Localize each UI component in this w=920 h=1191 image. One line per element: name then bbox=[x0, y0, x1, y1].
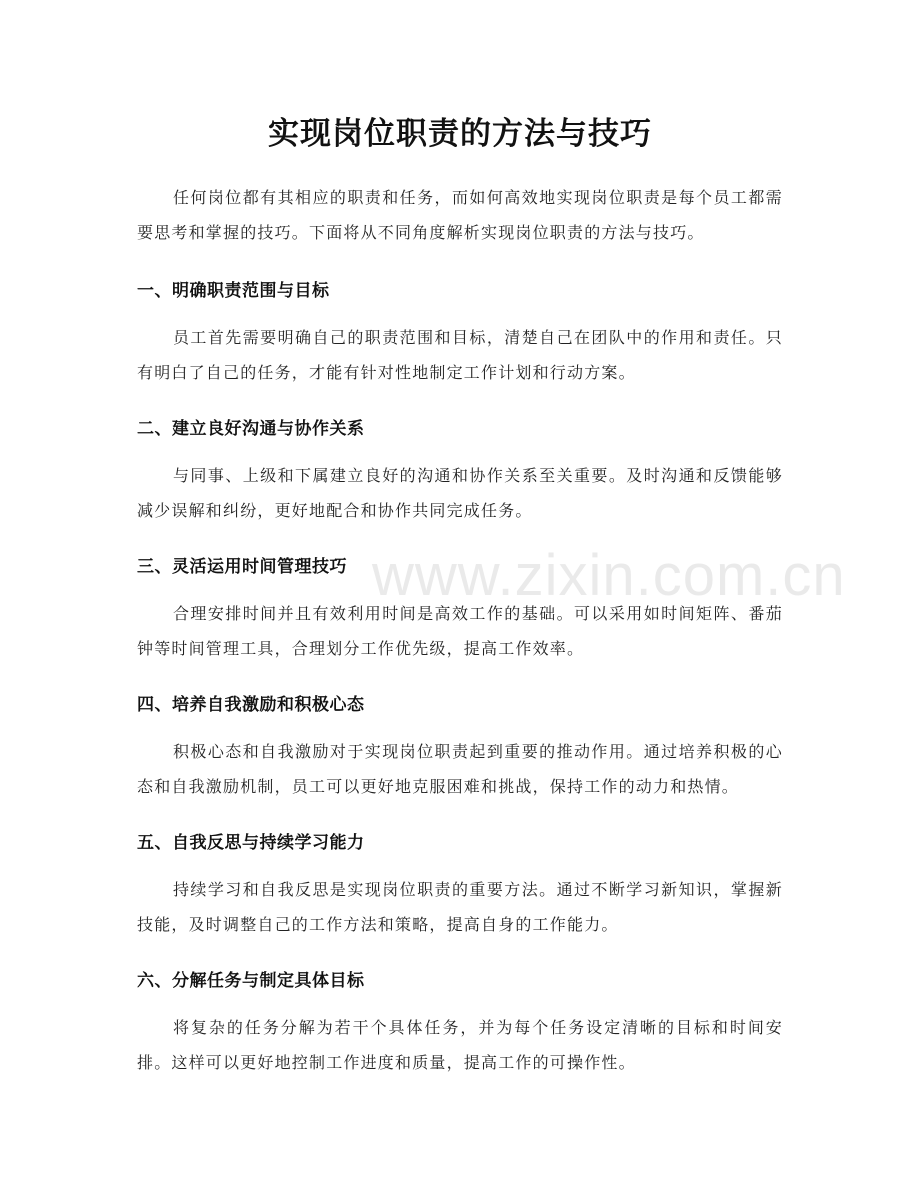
section-heading-1: 一、明确职责范围与目标 bbox=[137, 281, 330, 301]
section-body-3: 合理安排时间并且有效利用时间是高效工作的基础。可以采用如时间矩阵、番茄钟等时间管理工具，合理划分工作优先级，提高工作效率。 bbox=[137, 604, 783, 658]
watermark: www.zixin.com.cn bbox=[372, 543, 846, 608]
section-heading-2: 二、建立良好沟通与协作关系 bbox=[137, 419, 365, 439]
section-heading-6: 六、分解任务与制定具体目标 bbox=[137, 971, 365, 991]
page-title: 实现岗位职责的方法与技巧 bbox=[268, 116, 652, 152]
section-body-2: 与同事、上级和下属建立良好的沟通和协作关系至关重要。及时沟通和反馈能够减少误解和纠纷，更好地配合和协作共同完成任务。 bbox=[137, 466, 783, 520]
section-body-4: 积极心态和自我激励对于实现岗位职责起到重要的推动作用。通过培养积极的心态和自我激励机制，员工可以更好地克服困难和挑战，保持工作的动力和热情。 bbox=[137, 742, 783, 796]
section-body-1: 员工首先需要明确自己的职责范围和目标，清楚自己在团队中的作用和责任。只有明白了自己的任务，才能有针对性地制定工作计划和行动方案。 bbox=[137, 328, 783, 382]
section-body-6: 将复杂的任务分解为若干个具体任务，并为每个任务设定清晰的目标和时间安排。这样可以更好地控制工作进度和质量，提高工作的可操作性。 bbox=[137, 1018, 783, 1072]
section-body-5: 持续学习和自我反思是实现岗位职责的重要方法。通过不断学习新知识，掌握新技能，及时调整自己的工作方法和策略，提高自身的工作能力。 bbox=[137, 880, 783, 934]
intro-paragraph: 任何岗位都有其相应的职责和任务，而如何高效地实现岗位职责是每个员工都需要思考和掌握的技巧。下面将从不同角度解析实现岗位职责的方法与技巧。 bbox=[137, 188, 783, 242]
section-heading-3: 三、灵活运用时间管理技巧 bbox=[137, 557, 347, 577]
section-heading-5: 五、自我反思与持续学习能力 bbox=[137, 833, 365, 853]
section-heading-4: 四、培养自我激励和积极心态 bbox=[137, 695, 365, 715]
